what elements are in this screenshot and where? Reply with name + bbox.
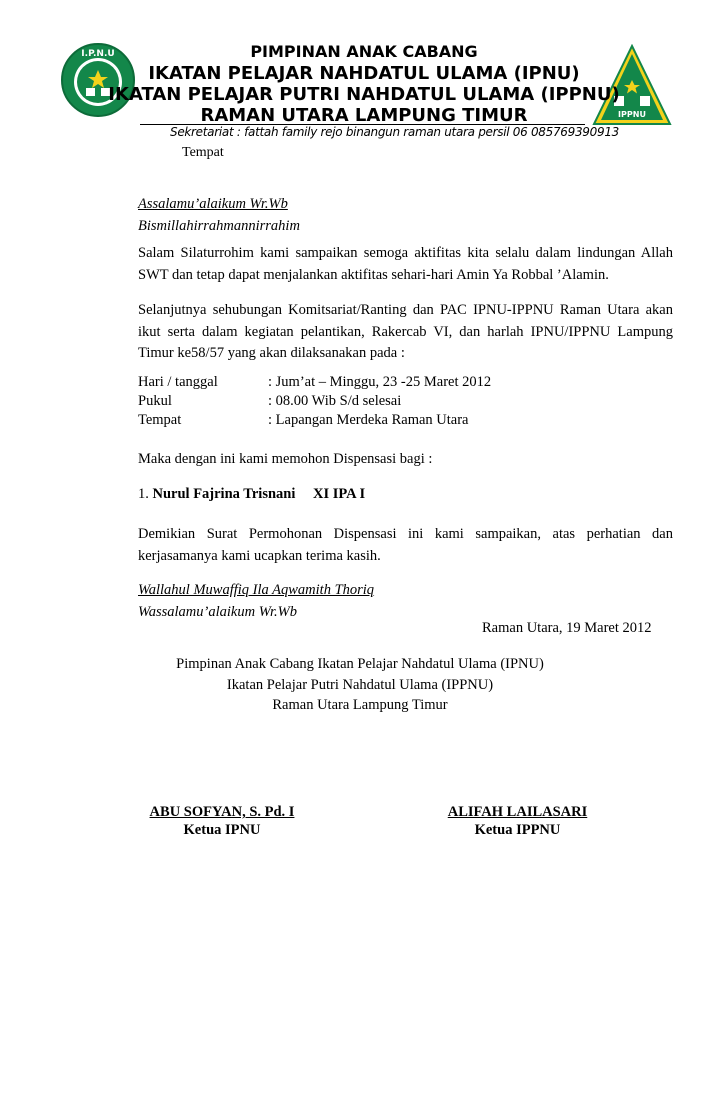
- org-line1: Pimpinan Anak Cabang Ikatan Pelajar Nahdatul Ulama (IPNU): [176, 656, 544, 672]
- request-text: Maka dengan ini kami memohon Dispensasi bagi :: [138, 451, 433, 467]
- student-name: Nurul Fajrina Trisnani: [152, 486, 296, 502]
- header-title-line1: PIMPINAN ANAK CABANG: [250, 42, 478, 61]
- paragraph-1: Salam Silaturrohim kami sampaikan semoga aktifitas kita selalu dalam lindungan Allah SWT dan tetap dapat menjalankan aktifitas sehari-hari Amin Ya Robbal ’Alamin.: [138, 245, 673, 283]
- closing-paragraph: Demikian Surat Permohonan Dispensasi ini kami sampaikan, atas perhatian dan kerjasamanya kami ucapkan terima kasih.: [138, 526, 673, 564]
- detail-row-place: Tempat : Lapangan Merdeka Raman Utara: [138, 412, 469, 428]
- wassalam: Wassalamu’alaikum Wr.Wb: [138, 603, 297, 620]
- paragraph-2: Selanjutnya sehubungan Komitsariat/Ranting dan PAC IPNU-IPPNU Raman Utara akan ikut serta dalam kegiatan pelantikan, Rakercab VI, dan harlah IPNU/IPPNU Lampung Timur ke58/57 yang akan dilaksanakan pada :: [138, 302, 673, 361]
- place-date: Raman Utara, 19 Maret 2012: [482, 620, 652, 636]
- signature-right-name: ALIFAH LAILASARI: [447, 804, 588, 820]
- wallahul: Wallahul Muwaffiq Ila Aqwamith Thoriq: [138, 582, 375, 598]
- signature-right-title: Ketua IPPNU: [474, 822, 561, 838]
- student-entry: [138, 486, 365, 503]
- org-line3: Raman Utara Lampung Timur: [272, 697, 448, 713]
- signature-left-name: ABU SOFYAN, S. Pd. I: [149, 804, 295, 820]
- org-line2: Ikatan Pelajar Putri Nahdatul Ulama (IPPNU): [226, 677, 494, 693]
- signature-right: [425, 804, 610, 839]
- basmalah: Bismillahirrahmannirrahim: [138, 217, 300, 234]
- greeting-block: [138, 194, 673, 237]
- logo-left-text: I.P.N.U: [81, 49, 115, 59]
- student-number: 1.: [138, 486, 149, 502]
- stray-text: Tempat: [182, 145, 224, 160]
- signature-left: [142, 804, 302, 839]
- sign-off-block: [138, 580, 673, 623]
- student-class: XI IPA I: [313, 486, 366, 502]
- header-title-line2: IKATAN PELAJAR NAHDATUL ULAMA (IPNU): [148, 63, 580, 84]
- header-title-line3: IKATAN PELAJAR PUTRI NAHDATUL ULAMA (IPPNU): [108, 84, 620, 105]
- signature-left-title: Ketua IPNU: [183, 822, 261, 838]
- detail-row-time: Pukul : 08.00 Wib S/d selesai: [138, 393, 402, 409]
- detail-row-date: Hari / tanggal : Jum’at – Minggu, 23 -25 Maret 2012: [138, 374, 492, 390]
- logo-right-text: IPPNU: [618, 110, 646, 119]
- header-address: Sekretariat : fattah family rejo binangun raman utara persil 06 085769390913: [170, 125, 619, 139]
- header-title-line4: RAMAN UTARA LAMPUNG TIMUR: [200, 105, 528, 126]
- greeting: Assalamu’alaikum Wr.Wb: [138, 196, 288, 212]
